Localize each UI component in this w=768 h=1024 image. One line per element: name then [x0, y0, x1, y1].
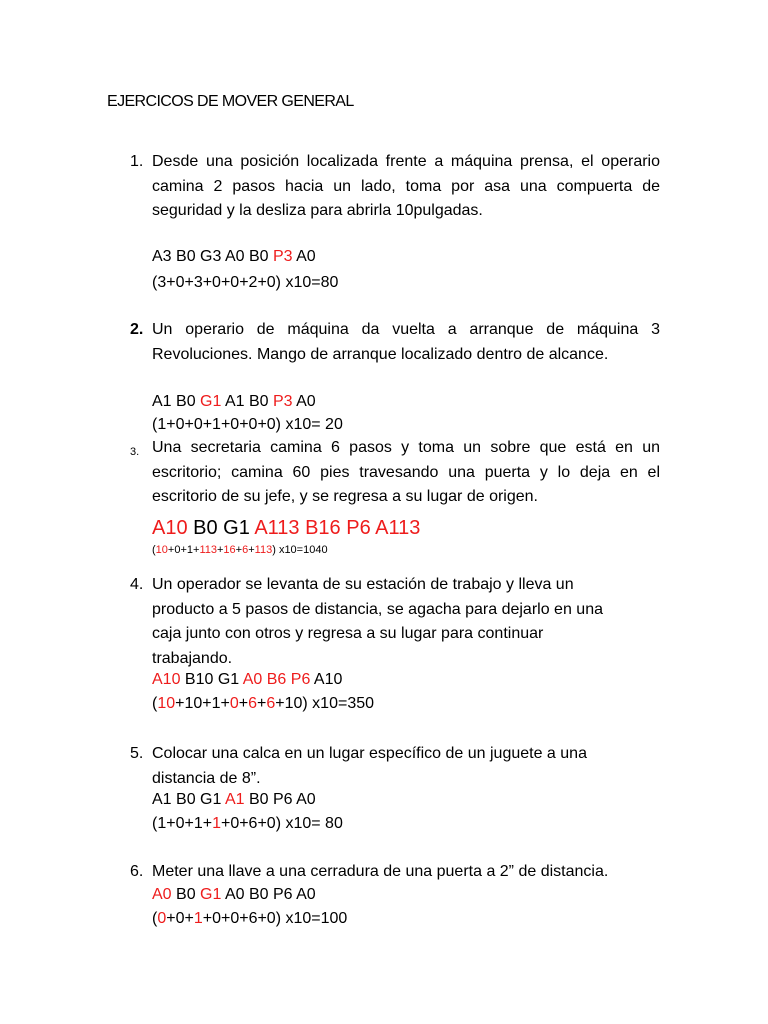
statement-line: distancia de 8”.	[152, 769, 261, 787]
term: +10+1+	[175, 695, 230, 712]
highlighted-term: A0	[152, 886, 172, 903]
exercise-number: 5.	[130, 745, 144, 762]
term: (3+0+3+0+0+2+0) x10=80	[152, 274, 339, 291]
statement-line: escritorio de su jefe, y se regresa a su lugar de origen.	[152, 488, 538, 505]
statement-line: producto a 5 pasos de distancia, se agacha para dejarlo en una	[152, 600, 603, 618]
exercise-number: 1.	[130, 153, 144, 170]
exercise-number: 2.	[130, 321, 144, 338]
statement-line: Un operador se levanta de su estación de trabajo y lleva un	[152, 576, 574, 593]
highlighted-term: 6	[248, 695, 258, 712]
statement-line: Desde una posición localizada frente a máquina prensa, el operario	[152, 153, 660, 170]
statement-line: escritorio; camina 60 pies travesando una puerta y lo deja en el	[152, 463, 660, 481]
highlighted-term: 0	[229, 695, 239, 712]
motion-sequence	[152, 517, 420, 540]
term: (	[152, 695, 158, 712]
statement-line: Meter una llave a una cerradura de una puerta a 2” de distancia.	[152, 863, 609, 880]
term: ) x10=1040	[272, 544, 328, 556]
motion-sequence	[152, 671, 342, 689]
highlighted-term: 1	[193, 910, 203, 927]
term: A1 B0	[221, 393, 273, 410]
calculation	[152, 815, 343, 833]
term: +	[248, 544, 255, 556]
motion-sequence	[152, 393, 316, 411]
statement-line: Un operario de máquina da vuelta a arranque de máquina 3	[152, 321, 660, 338]
term: +0+	[166, 910, 194, 927]
exercise-number: 4.	[130, 576, 144, 593]
term: +0+0+6+0) x10=100	[202, 910, 348, 927]
calculation	[152, 544, 328, 556]
term: (	[152, 544, 156, 556]
highlighted-term: A113 B16 P6 A113	[254, 517, 421, 539]
statement-line: Colocar una calca en un lugar específico de un juguete a una	[152, 745, 587, 762]
highlighted-term: 6	[266, 695, 276, 712]
motion-sequence	[152, 791, 316, 809]
term: +	[238, 695, 249, 712]
page-title: EJERCICOS DE MOVER GENERAL	[107, 93, 354, 110]
term: A0 B0 P6 A0	[221, 886, 316, 903]
term: A0	[292, 393, 316, 410]
highlighted-term: 113	[254, 544, 273, 556]
highlighted-term: A1	[224, 791, 245, 808]
statement-line: camina 2 pasos hacia un lado, toma por asa una compuerta de	[152, 177, 660, 195]
exercise-statement	[152, 318, 660, 367]
term: B0 P6 A0	[244, 791, 316, 808]
highlighted-term: 6	[242, 544, 249, 556]
term: A10	[310, 671, 343, 688]
calculation	[152, 274, 338, 292]
highlighted-term: A10	[152, 671, 181, 688]
exercise-statement	[152, 860, 660, 885]
calculation	[152, 695, 374, 713]
highlighted-term: A10	[152, 517, 188, 539]
highlighted-term: 10	[157, 695, 176, 712]
term: (	[152, 910, 158, 927]
highlighted-term: A0 B6 P6	[242, 671, 311, 688]
exercise-number: 6.	[130, 863, 144, 880]
term: +0+6+0) x10= 80	[220, 815, 343, 832]
motion-sequence	[152, 248, 316, 266]
term: B0 G1	[187, 517, 255, 539]
motion-sequence	[152, 886, 316, 904]
highlighted-term: 113	[199, 544, 217, 556]
term: +	[216, 544, 224, 556]
term: (1+0+0+1+0+0+0) x10= 20	[152, 416, 343, 433]
statement-line: seguridad y la desliza para abrirla 10pulgadas.	[152, 202, 483, 219]
exercise-statement	[152, 573, 660, 671]
term: +0+1+	[167, 544, 200, 556]
exercise-statement	[152, 436, 660, 510]
statement-line: Una secretaria camina 6 pasos y toma un sobre que está en un	[152, 439, 660, 456]
highlighted-term: 16	[223, 544, 236, 556]
statement-line: trabajando.	[152, 649, 233, 667]
term: A1 B0 G1	[152, 791, 225, 808]
exercise-statement	[152, 742, 660, 791]
calculation	[152, 910, 347, 928]
statement-line: Revoluciones. Mango de arranque localizado dentro de alcance.	[152, 345, 609, 363]
highlighted-term: P3	[272, 393, 293, 410]
term: A1 B0	[152, 393, 201, 410]
term: A0	[292, 248, 316, 265]
term: +	[257, 695, 267, 712]
highlighted-term: 10	[155, 544, 168, 556]
exercise-number: 3.	[130, 446, 140, 458]
calculation	[152, 416, 343, 434]
statement-line: caja junto con otros y regresa a su lugar para continuar	[152, 625, 544, 642]
term: A3 B0 G3 A0 B0	[152, 248, 273, 265]
highlighted-term: 1	[212, 815, 221, 832]
highlighted-term: P3	[272, 248, 293, 265]
term: B10 G1	[180, 671, 243, 688]
highlighted-term: G1	[200, 886, 222, 903]
exercise-statement	[152, 150, 660, 224]
term: +10) x10=350	[275, 695, 375, 712]
highlighted-term: G1	[200, 393, 222, 410]
term: (1+0+1+	[152, 815, 213, 832]
highlighted-term: 0	[157, 910, 167, 927]
term: B0	[171, 886, 201, 903]
term: +	[235, 544, 243, 556]
